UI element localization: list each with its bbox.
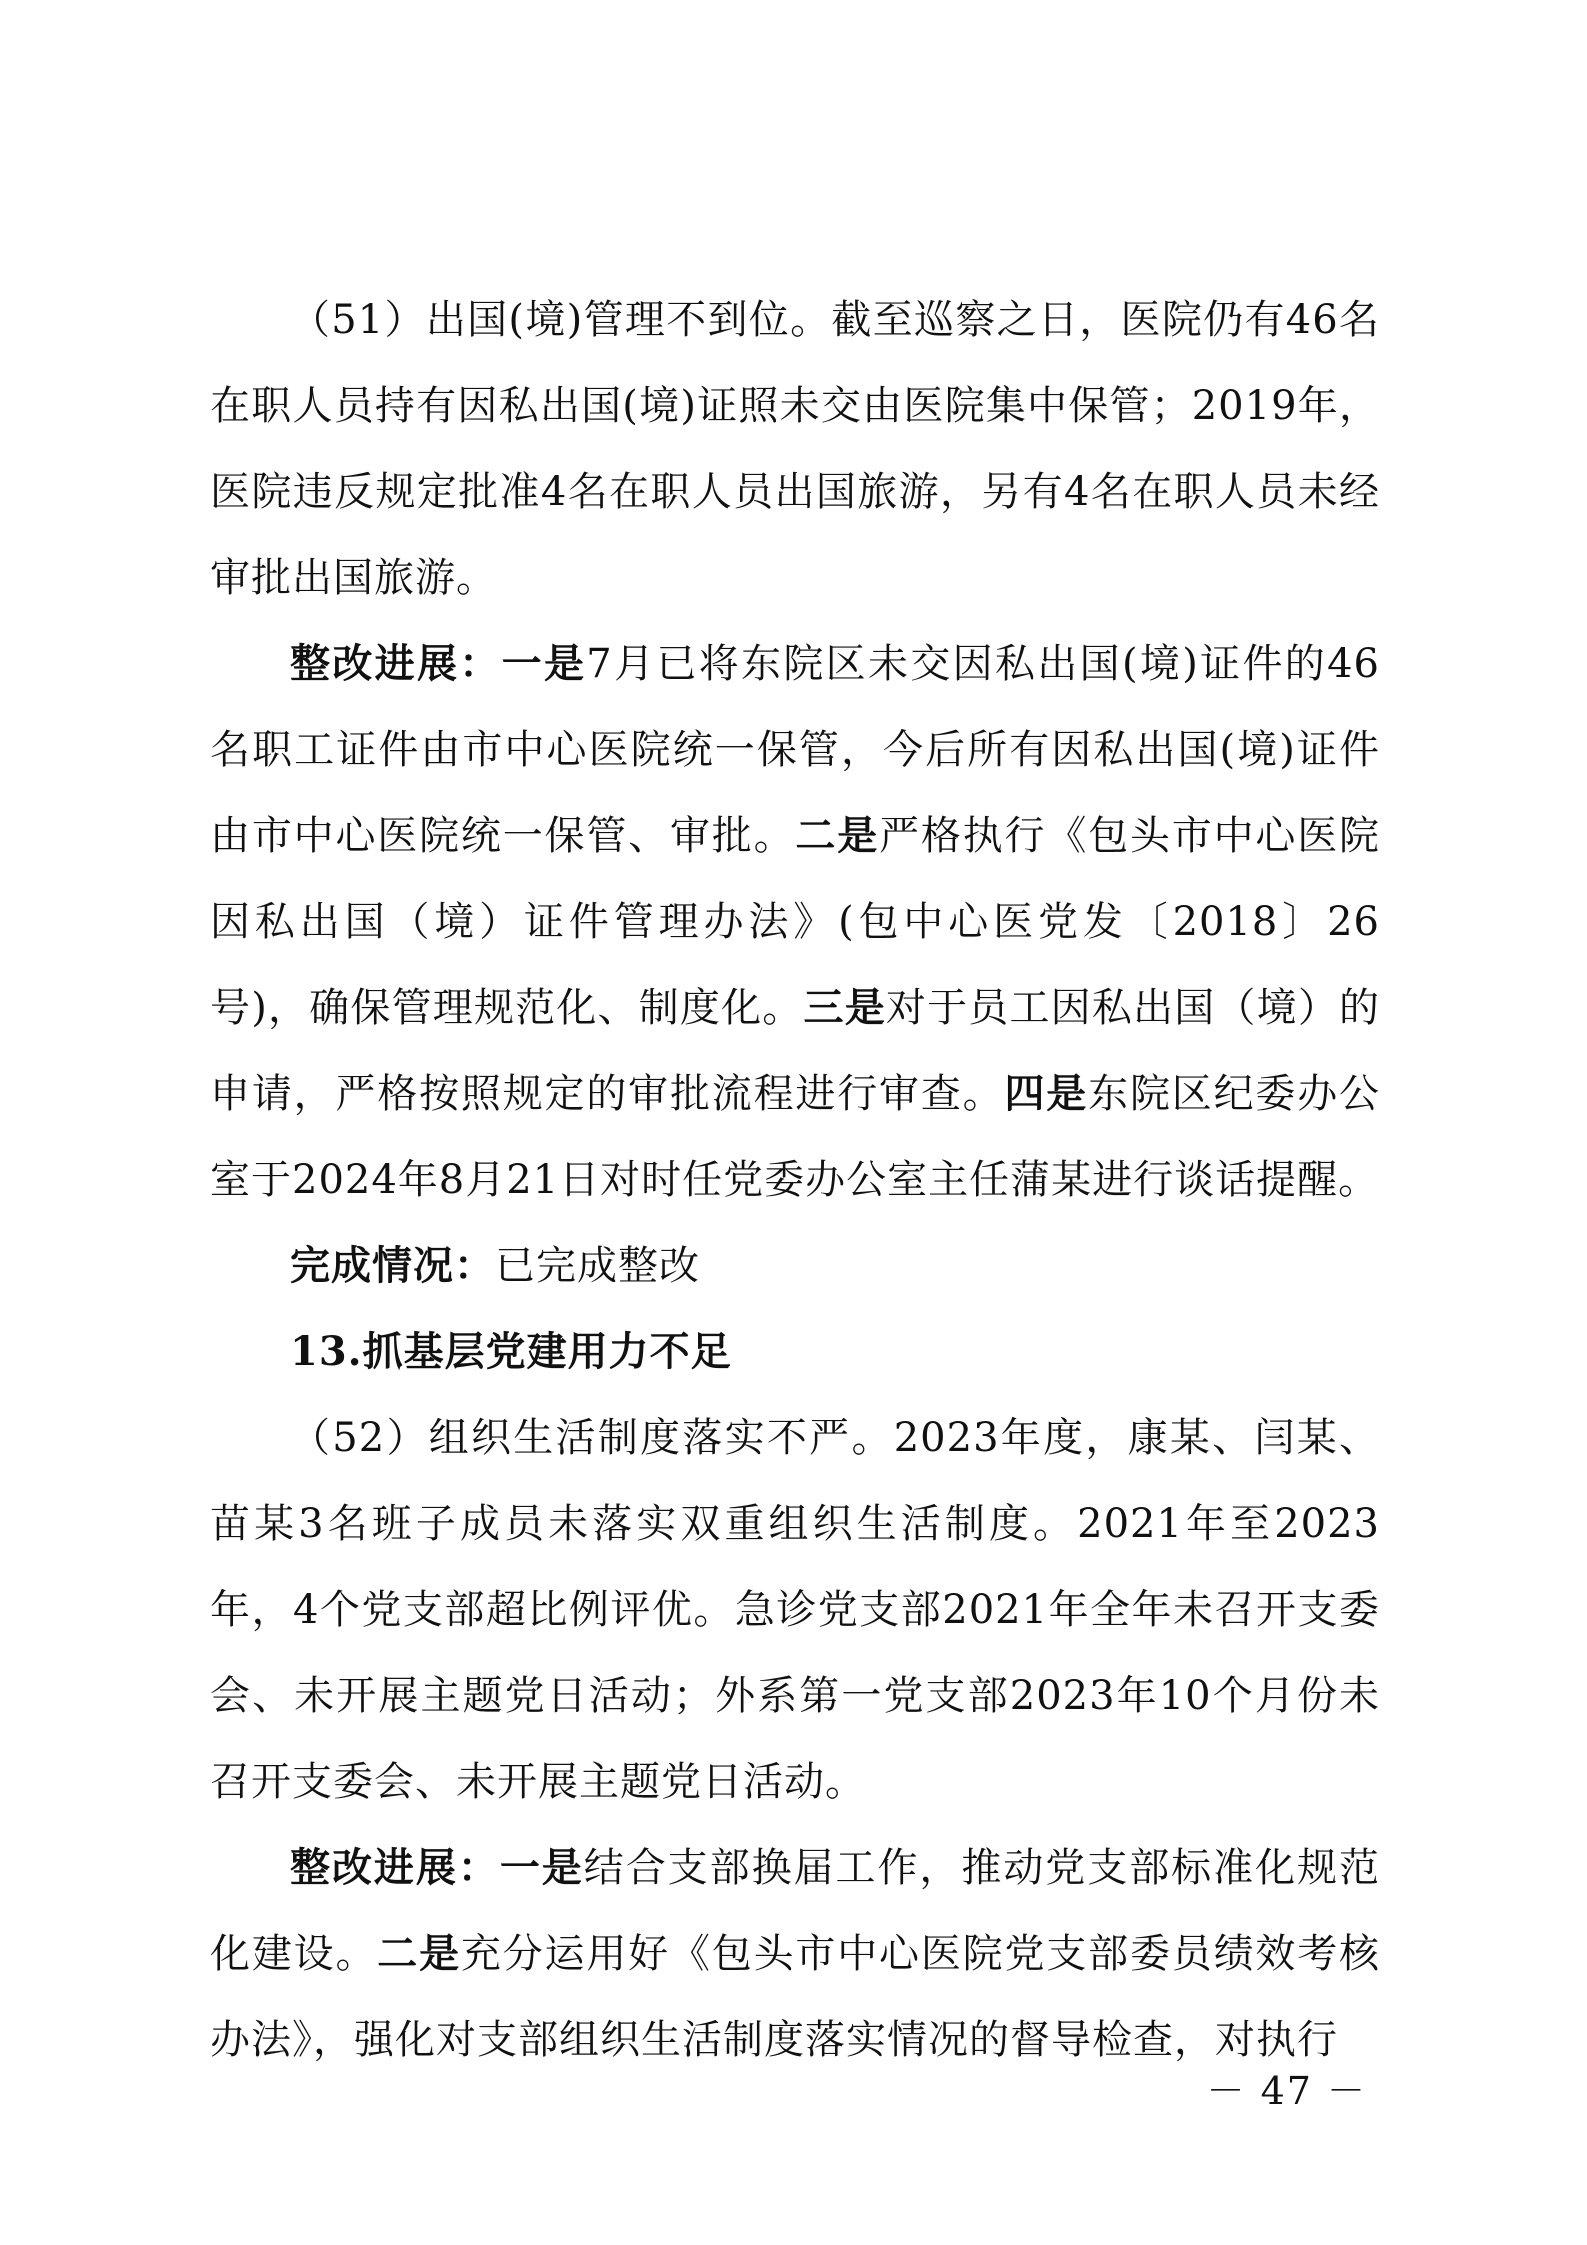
paragraph-52-progress — [210, 1825, 1380, 2083]
progress-label-52: 整改进展： — [290, 1845, 500, 1891]
item-text-1: 7月已将东院区未交因私出国(境)证件的46名职工证件由市中心医院统一保管，今后所有因私出国(境)证件由市中心医院统一保管、审批。 — [210, 641, 1381, 859]
paragraph-51 — [210, 277, 1380, 621]
document-body — [210, 277, 1380, 2083]
completion-value: 已完成整改 — [495, 1243, 700, 1289]
item-marker-52-2: 二是 — [377, 1931, 461, 1977]
item-text-52-1: 结合支部换届工作，推动党支部标准化规范化建设。 — [210, 1845, 1381, 1977]
section-heading-13 — [210, 1309, 1380, 1395]
item-text-4: 东院区纪委办公室于2024年8月21日对时任党委办公室主任蒲某进行谈话提醒。 — [210, 1071, 1381, 1203]
item-text-3: 对于员工因私出国（境）的申请，严格按照规定的审批流程进行审查。 — [210, 985, 1381, 1117]
paragraph-52-text: （52）组织生活制度落实不严。2023年度，康某、闫某、苗某3名班子成员未落实双重组织生活制度。2021年至2023年，4个党支部超比例评优。急诊党支部2021年全年未召开支委会、未开展主题党日活动；外系第一党支部2023年10个月份未召开支委会、未开展主题党日活动。 — [210, 1415, 1380, 1805]
paragraph-51-completion — [210, 1223, 1380, 1309]
paragraph-51-text: （51）出国(境)管理不到位。截至巡察之日，医院仍有46名在职人员持有因私出国(境)证照未交由医院集中保管；2019年，医院违反规定批准4名在职人员出国旅游，另有4名在职人员未经审批出国旅游。 — [210, 297, 1380, 601]
item-marker-52-1: 一是 — [499, 1845, 584, 1891]
item-marker-3: 三是 — [803, 985, 886, 1031]
item-text-2: 严格执行《包头市中心医院因私出国（境）证件管理办法》(包中心医党发〔2018〕26号)，确保管理规范化、制度化。 — [210, 813, 1381, 1031]
progress-label: 整改进展： — [290, 641, 502, 687]
paragraph-52 — [210, 1395, 1380, 1825]
item-marker-1: 一是 — [501, 641, 587, 687]
item-marker-4: 四是 — [1004, 1071, 1089, 1117]
item-text-52-2: 充分运用好《包头市中心医院党支部委员绩效考核办法》，强化对支部组织生活制度落实情况的督导检查，对执行 — [210, 1931, 1381, 2063]
completion-label: 完成情况： — [290, 1243, 495, 1289]
item-marker-2: 二是 — [795, 813, 880, 859]
paragraph-51-progress — [210, 621, 1380, 1223]
page-number: － 47 － — [1206, 2069, 1367, 2113]
section-heading-13-text: 13.抓基层党建用力不足 — [290, 1328, 732, 1375]
